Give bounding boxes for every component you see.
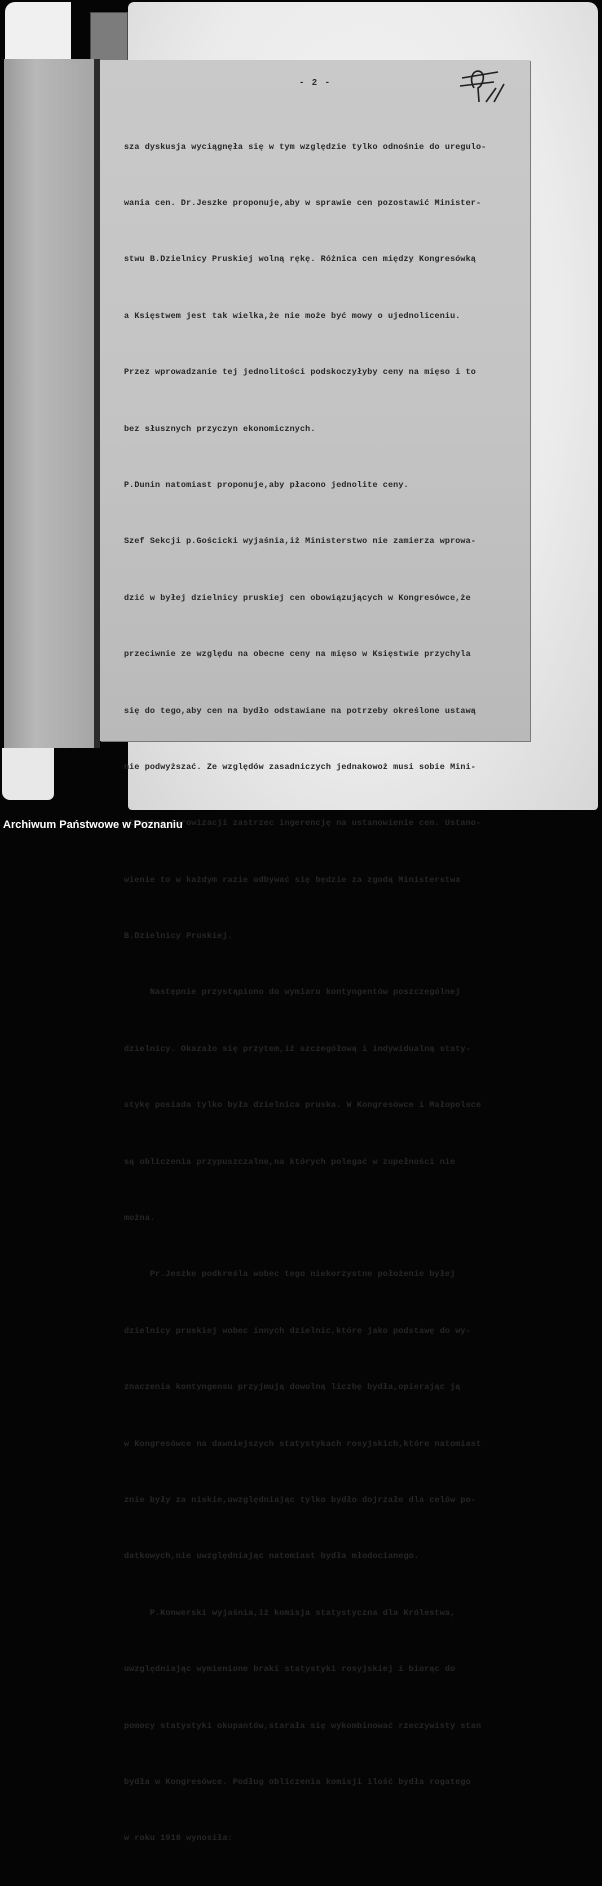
text-line: dzielnicy pruskiej wobec innych dzielnic,które jako podstawę do wy- [124, 1325, 471, 1336]
text-line: a Księstwem jest tak wielka,że nie może być mowy o ujednoliceniu. [124, 310, 461, 321]
archive-attribution: Archiwum Państwowe w Poznaniu [3, 819, 183, 831]
text-line: pomocy statystyki okupantów,starała się wykombinować rzeczywisty stan [124, 1720, 482, 1731]
text-line: datkowych,nie uwzględniając natomiast bydła młodocianego. [124, 1551, 420, 1562]
text-line: przeciwnie ze względu na obecne ceny na mięso w Księstwie przychyla [124, 649, 471, 660]
text-line: w Kongresówce na dawniejszych statystykach rosyjskich,które natomiast [124, 1438, 482, 1449]
text-line: uwzględniając wymienione braki statystyki rosyjskiej i biorąc do [124, 1664, 456, 1675]
text-line: można. [124, 1213, 156, 1224]
text-line: bydła w Kongresówce. Podług obliczenia komisji ilość bydła rogatego [124, 1776, 471, 1787]
adjacent-sheet-top [5, 2, 71, 60]
text-line: Pr.Jeszke podkreśla wobec tego niekorzystne położenie byłej [124, 1269, 456, 1280]
text-line: Następnie przystąpiono do wymiaru kontyngentów poszczególnej [124, 987, 461, 998]
typed-text-body [124, 100, 516, 1886]
binding-gutter [90, 12, 128, 62]
text-line: dzić w byłej dzielnicy pruskiej cen obowiązujących w Kongresówce,że [124, 592, 471, 603]
text-line: stykę posiada tylko była dzielnica pruska. W Kongresówce i Małopolsce [124, 1100, 482, 1111]
text-line: stwu B.Dzielnicy Pruskiej wolną rękę. Różnica cen między Kongresówką [124, 254, 476, 265]
text-line: P.Dunin natomiast proponuje,aby płacono jednolite ceny. [124, 479, 409, 490]
text-line: znaczenia kontyngensu przyjmują dowolną liczbę bydła,opierając ją [124, 1382, 461, 1393]
text-line: B.Dzielnicy Pruskiej. [124, 931, 233, 942]
text-line: w roku 1918 wynosiła: [124, 1833, 233, 1844]
text-line: znie były za niskie,uwzględniając tylko bydło dojrzałe dla celów po- [124, 1494, 476, 1505]
adjacent-page-strip [4, 59, 94, 748]
text-line: sza dyskusja wyciągnęła się w tym względzie tylko odnośnie do uregulo- [124, 141, 487, 152]
text-line: bez słusznych przyczyn ekonomicznych. [124, 423, 316, 434]
text-line: wania cen. Dr.Jeszke proponuje,aby w sprawie cen pozostawić Minister- [124, 197, 482, 208]
page-number: - 2 - [298, 78, 331, 88]
text-line: dzielnicy. Okazało się przytem,iż szczegółową i indywidualną staty- [124, 1043, 471, 1054]
text-line: nie podwyższać. Ze względów zasadniczych jednakowoż musi sobie Mini- [124, 761, 476, 772]
adjacent-sheet-bottom [2, 748, 54, 800]
text-line: P.Konwerski wyjaśnia,iż komisja statystyczna dla Królestwa, [124, 1607, 456, 1618]
text-line: wienie to w każdym razie odbywać się będzie za zgodą Ministerstwa [124, 874, 461, 885]
text-line: Szef Sekcji p.Gościcki wyjaśnia,iż Ministerstwo nie zamierza wprowa- [124, 536, 476, 547]
text-line: Przez wprowadzanie tej jednolitości podskoczyłyby ceny na mięso i to [124, 367, 476, 378]
text-line: są obliczenia przypuszczalne,na których polegać w zupełności nie [124, 1156, 456, 1167]
text-line: sterstwo Aprowizacji zastrzec ingerencję na ustanowienie cen. Ustano- [124, 818, 482, 829]
document-page [100, 60, 530, 1844]
text-line: się do tego,aby cen na bydło odstawiane na potrzeby określone ustawą [124, 705, 476, 716]
